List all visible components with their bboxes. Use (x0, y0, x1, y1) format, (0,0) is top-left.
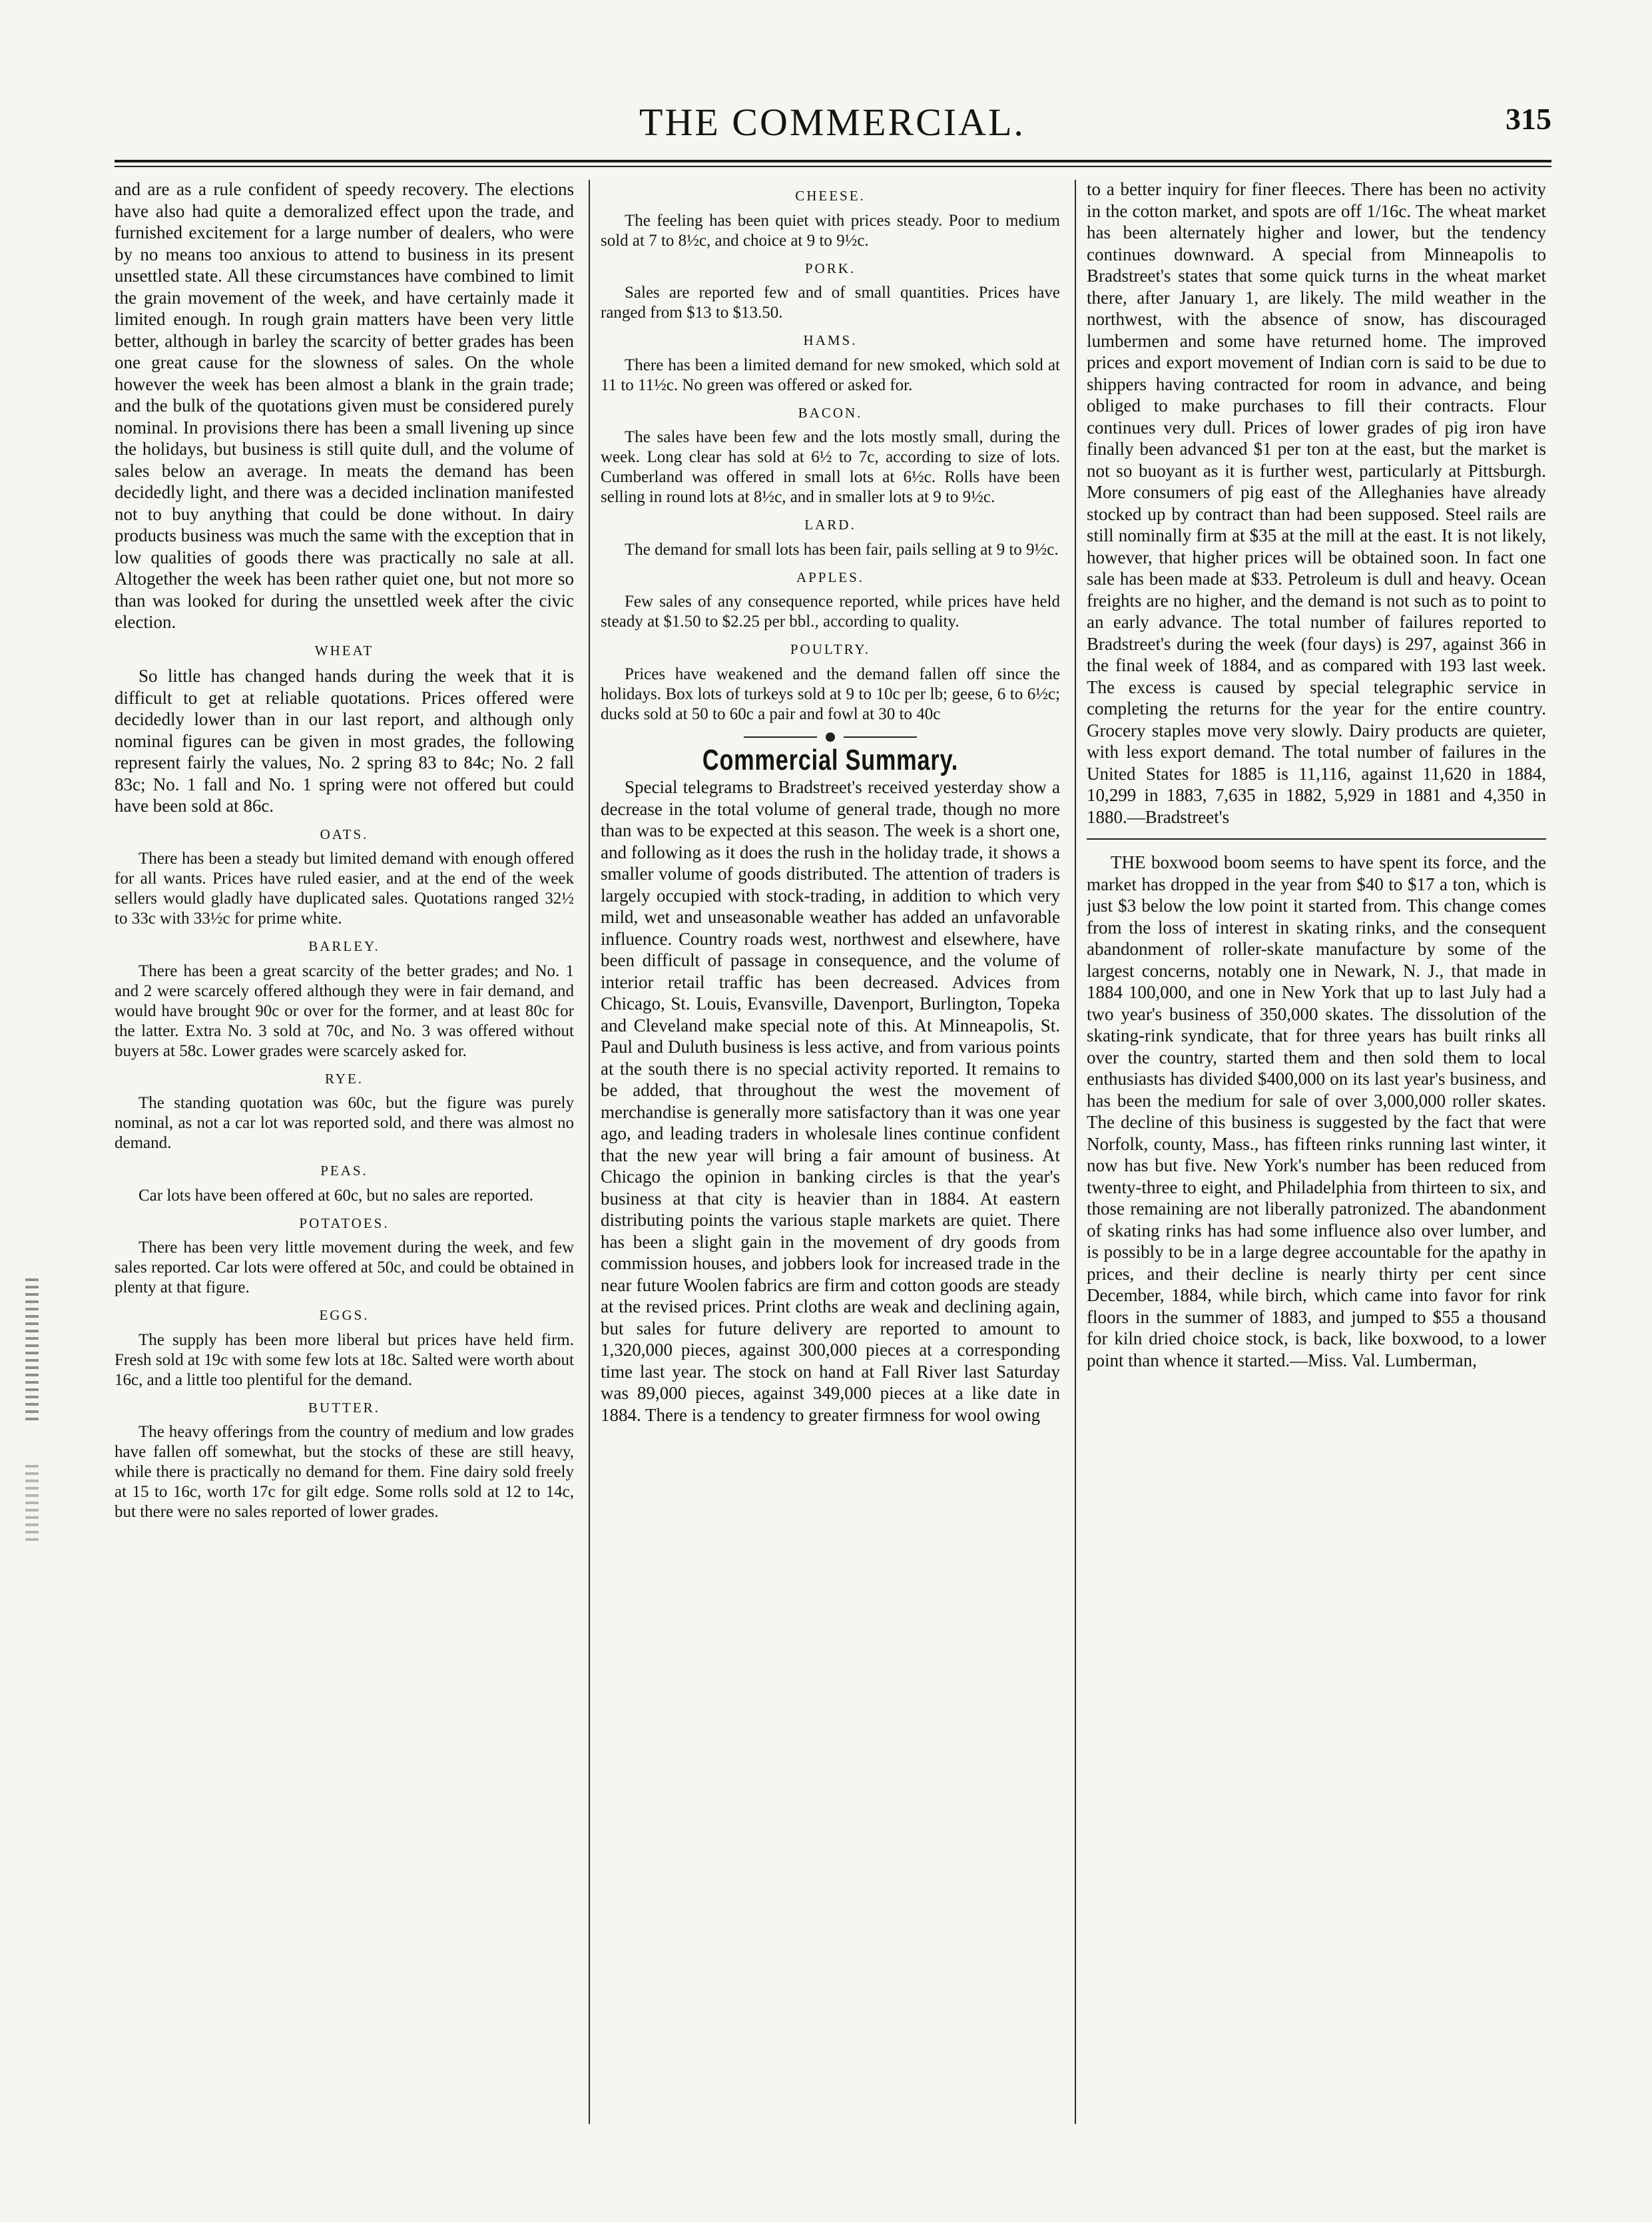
section-heading-lard: LARD. (804, 517, 856, 533)
section-heading-oats: OATS. (320, 826, 369, 842)
paragraph: and are as a rule confident of speedy recovery. The elections have also had quite a demoralized effect upon the trade, and furnished excitement for a large number of dealers, who were by no means too anxious to attend to business in its present unsettled state. All these circumstances have combined to limit the grain movement of the week, and have certainly made it limited enough. In rough grain matters have been very little better, although in barley the scarcity of better grades has been one great cause for the slowness of sales. On the whole however the week has been almost a blank in the grain trade; and the bulk of the quotations given must be considered purely nominal. In provisions there has been a small livening up since the holidays, but business is still quite dull, and the volume of sales below an average. In meats the demand has been decidedly light, and there was a decided inclination manifested not to buy anything that could be done without. In dairy products business was much the same with the exception that in low qualities of goods there was practically no sale at all. Altogether the week has been rather quiet one, but not more so than was looked for during the unsettled week after the civic election. (115, 179, 574, 632)
paragraph-wheat: So little has changed hands during the week that it is difficult to get at reliable quotations. Prices offered were decidedly lower than in our last report, and although only nominal figures can be given in most grades, the following represent fairly the values, No. 2 spring 83 to 84c; No. 2 fall 83c; No. 1 fall and No. 1 spring were not offered but could have been sold at 86c. (115, 666, 574, 816)
page-number: 315 (1506, 102, 1551, 136)
masthead-rule (115, 160, 1551, 162)
masthead (113, 100, 1551, 160)
paragraph-bacon: The sales have been few and the lots mostly small, during the week. Long clear has sold at 6½ to 7c, according to size of lots. Cumberland was offered in small lots at 6½c. Rolls have been selling in round lots at 8½c, and in smaller lots at 9 to 9½c. (601, 428, 1060, 506)
section-heading-eggs: EGGS. (319, 1307, 370, 1323)
divider-dot (826, 732, 835, 742)
divider-line (744, 736, 817, 738)
paragraph-boxwood: THE boxwood boom seems to have spent its force, and the market has dropped in the year from $40 to $17 a ton, which is just $3 below the low point it started from. This change comes from the loss of interest in skating rinks, and the consequent abandonment of roller-skate manufacture by some of the largest concerns, notably one in Newark, N. J., that made in 1884 100,000, and one in New York that up to last July had a two year's business of 350,000 skates. The dissolution of the skating-rink syndicate, that for three years has built rinks all over the country, started them and then sold them to local enthusiasts has divided $400,000 on its last year's business, and has been the medium for sale of over 3,000,000 roller skates. The decline of this business is suggested by the fact that were Norfolk, county, Mass., has fifteen rinks running last winter, it now has but five. New York's number has been reduced from twenty-three to eight, and Philadelphia from thirteen to six, and those remaining are not liberally patronized. The abandonment of skating rinks has had some influence also over lumber, and is possibly to be in a large degree accountable for the apathy in prices, and their decline is nearly thirty per cent since December, 1884, while birch, which came into favor for rink floors in the summer of 1883, and jumped to $55 a thousand for kiln dried choice stock, is back, like boxwood, to a lower point than whence it started.—Miss. Val. Lumberman, (1087, 852, 1546, 1370)
column-divider (1075, 180, 1076, 2124)
paragraph-rye: The standing quotation was 60c, but the figure was purely nominal, as not a car lot was reported sold, and there was almost no demand. (115, 1094, 574, 1152)
section-heading-potatoes: POTATOES. (299, 1215, 390, 1231)
paragraph-potatoes: There has been very little movement during the week, and few sales reported. Car lots were offered at 50c, and could be obtained in plenty at that figure. (115, 1239, 574, 1296)
article-separator (1087, 838, 1546, 840)
section-heading-hams: HAMS. (803, 332, 858, 348)
paragraph-oats: There has been a steady but limited demand with enough offered for all wants. Prices have ruled easier, and at the end of the week sellers would gladly have duplicated sales. Quotations ranged 32½ to 33c with 33½c for prime white. (115, 850, 574, 928)
paragraph-barley: There has been a great scarcity of the better grades; and No. 1 and 2 were scarcely offered although they were in fair demand, and would have brought 90c or over for the former, and at least 80c for the latter. Extra No. 3 sold at 70c, and No. 3 was offered without buyers at 58c. Lower grades were scarcely asked for. (115, 962, 574, 1060)
column-divider (589, 180, 590, 2124)
section-heading-rye: RYE. (324, 1070, 364, 1087)
section-heading-cheese: CHEESE. (795, 188, 866, 204)
section-heading-poultry: POULTRY. (790, 641, 871, 657)
paragraph-eggs: The supply has been more liberal but prices have held firm. Fresh sold at 19c with some few lots at 18c. Salted were worth about 16c, and a little too plentiful for the demand. (115, 1330, 574, 1389)
section-heading-wheat: WHEAT (314, 642, 374, 659)
scan-margin-mark (25, 1465, 39, 1545)
paragraph-butter: The heavy offerings from the country of medium and low grades have fallen off somewhat, but the stocks of these are still heavy, while there is practically no demand for them. Fine dairy sold freely at 15 to 16c, worth 17c for gilt edge. Some rolls sold at 12 to 14c, but there were no sales reported of lower grades. (115, 1423, 574, 1521)
paragraph-peas: Car lots have been offered at 60c, but no sales are reported. (138, 1186, 534, 1205)
column-3 (1087, 178, 1546, 2196)
section-heading-apples: APPLES. (796, 569, 865, 585)
paragraph-apples: Few sales of any consequence reported, while prices have held steady at $1.50 to $2.25 per bbl., according to quality. (601, 593, 1060, 631)
section-heading-butter: BUTTER. (308, 1399, 380, 1416)
ornamental-divider (744, 732, 917, 742)
section-heading-pork: PORK. (804, 260, 856, 276)
paragraph-pork: Sales are reported few and of small quantities. Prices have ranged from $13 to $13.50. (601, 284, 1060, 322)
column-2 (601, 178, 1060, 2196)
paragraph-poultry: Prices have weakened and the demand fallen off since the holidays. Box lots of turkeys sold at 9 to 10c per lb; geese, 6 to 6½c; ducks sold at 50 to 60c a pair and fowl at 30 to 40c (601, 665, 1060, 723)
paragraph-cheese: The feeling has been quiet with prices steady. Poor to medium sold at 7 to 8½c, and choice at 9 to 9½c. (601, 211, 1060, 250)
section-heading-peas: PEAS. (320, 1163, 368, 1179)
scan-margin-mark (25, 1278, 39, 1425)
masthead-rule-thin (115, 166, 1551, 167)
paragraph-hams: There has been a limited demand for new smoked, which sold at 11 to 11½c. No green was offered or asked for. (601, 356, 1060, 394)
section-heading-bacon: BACON. (798, 404, 863, 421)
divider-line (844, 736, 917, 738)
article-title-commercial-summary: Commercial Summary. (702, 743, 959, 776)
column-1 (115, 178, 574, 2196)
paragraph-lard: The demand for small lots has been fair, pails selling at 9 to 9½c. (625, 540, 1059, 559)
page-title: THE COMMERCIAL. (639, 101, 1025, 144)
paragraph-summary-continued: to a better inquiry for finer fleeces. There has been no activity in the cotton market, and spots are off 1/16c. The wheat market has been alternately higher and lower, but the tendency continues downward. A special from Minneapolis to Bradstreet's states that some quick turns in the wheat market there, after January 1, are likely. The mild weather in the northwest, with the absence of snow, has discouraged lumbermen and some have returned home. The improved prices and export movement of Indian corn is said to be due to shippers having contracted for room in advance, and being obliged to make purchases to fill their contracts. Flour continues very dull. Prices of lower grades of pig iron have finally been advanced $1 per ton at the east, but the market is not so buoyant as it is further west, particularly at Pittsburgh. More consumers of pig east of the Alleghanies have already stocked up by contract than had been supposed. Steel rails are still nominally firm at $35 at the mill at the east. It is not likely, however, that higher prices will be obtained soon. In fact one sale has been made at $33. Petroleum is dull and heavy. Ocean freights are no higher, and the demand is not such as to point to an early advance. The total number of failures reported to Bradstreet's during the week (four days) is 297, against 366 in the final week of 1884, and as compared with 193 last week. The excess is caused by special telegraphic service in completing the returns for the year for the entire country. Grocery staples move very slowly. Dairy products are quieter, with less export demand. The total number of failures in the United States for 1885 is 11,116, against 11,620 in 1884, 10,299 in 1883, 7,635 in 1882, 5,929 in 1881 and 4,350 in 1880.—Bradstreet's (1087, 179, 1546, 827)
section-heading-barley: BARLEY. (308, 938, 380, 954)
paragraph-summary: Special telegrams to Bradstreet's received yesterday show a decrease in the total volume of general trade, though no more than was to be expected at this season. The week is a short one, and following as it does the rush in the holiday trade, it shows a smaller volume of goods distributed. The attention of traders is largely occupied with stock-trading, in addition to which very mild, wet and unseasonable weather has added an unfavorable influence. Country roads west, northwest and elsewhere, have been difficult of passage in consequence, and the volume of interior retail traffic has been decreased. Advices from Chicago, St. Louis, Evansville, Davenport, Burlington, Topeka and Cleveland make special note of this. At Minneapolis, St. Paul and Duluth business is less active, and from various points at the south there is no special activity reported. It remains to be added, that throughout the west the movement of merchandise is generally more satisfactory than it was one year ago, and leading traders in wholesale lines continue confident that the new year will bring a fair amount of business. At Chicago the opinion in banking circles is that the year's business at that city is heavier than in 1884. At eastern distributing points the various staple markets are quiet. There has been a slight gain in the movement of dry goods from commission houses, and jobbers look for increased trade in the near future Woolen fabrics are firm and cotton goods are steady at the revised prices. Print cloths are weak and declining again, but sales for future delivery are reported to amount to 1,320,000 pieces, against 300,000 pieces at a corresponding time last year. The stock on hand at Fall River last Saturday was 89,000 pieces, against 349,000 pieces at a like date in 1884. There is a tendency to greater firmness for wool owing (601, 777, 1060, 1425)
